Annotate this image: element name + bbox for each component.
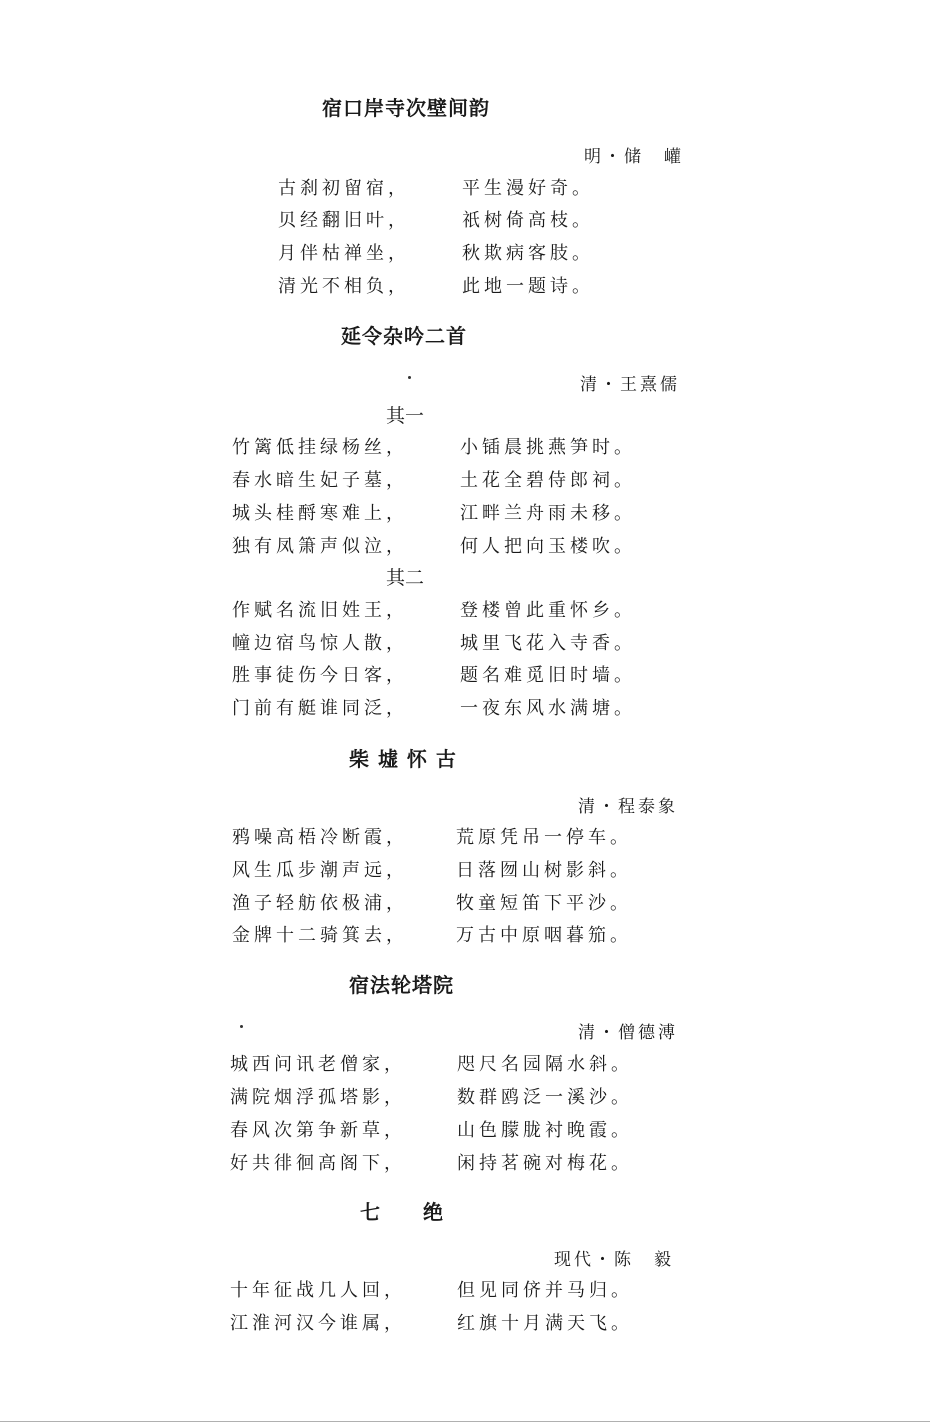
verse-line: 山色朦胧衬晚霞。 (457, 1120, 633, 1141)
poem-title: 延令杂吟二首 (341, 324, 467, 348)
verse-line: 十年征战几人回， (230, 1280, 406, 1301)
verse-line: 牧童短笛下平沙。 (456, 893, 632, 914)
verse-line: 月伴枯禅坐， (278, 243, 410, 264)
verse-line: 胜事徒伤今日客， (232, 665, 408, 686)
page-bottom-edge (0, 1421, 930, 1422)
poem-title: 宿口岸寺次壁间韵 (322, 96, 490, 120)
verse-line: 江淮河汉今谁属， (230, 1313, 406, 1334)
ink-speck (408, 376, 411, 379)
poem-title: 柴 墟 怀 古 (349, 747, 457, 771)
verse-line: 江畔兰舟雨未移。 (460, 503, 636, 524)
verse-line: 土花全碧侍郎祠。 (460, 470, 636, 491)
verse-line: 万古中原咽暮笳。 (456, 925, 632, 946)
verse-line: 古刹初留宿， (278, 178, 410, 199)
poem-part-title: 其二 (386, 567, 425, 589)
verse-line: 小锸晨挑燕笋时。 (460, 437, 636, 458)
verse-line: 城西问讯老僧家， (230, 1054, 406, 1075)
verse-line: 独有凤箫声似泣， (232, 536, 408, 557)
poem-author: 明・储 巏 (584, 147, 684, 167)
verse-line: 好共徘徊高阁下， (230, 1153, 406, 1174)
verse-line: 满院烟浮孤塔影， (230, 1087, 406, 1108)
verse-line: 渔子轻舫依极浦， (232, 893, 408, 914)
verse-line: 城里飞花入寺香。 (460, 633, 636, 654)
verse-line: 鸦噪高梧冷断霞， (232, 827, 408, 848)
poem-title: 宿法轮塔院 (349, 973, 454, 997)
verse-line: 门前有艇谁同泛， (232, 698, 408, 719)
verse-line: 一夜东风水满塘。 (460, 698, 636, 719)
verse-line: 春风次第争新草， (230, 1120, 406, 1141)
verse-line: 清光不相负， (278, 276, 410, 297)
verse-line: 祇树倚高枝。 (462, 210, 594, 231)
verse-line: 竹篱低挂绿杨丝， (232, 437, 408, 458)
verse-line: 但见同侪并马归。 (457, 1280, 633, 1301)
verse-line: 此地一题诗。 (462, 276, 594, 297)
verse-line: 咫尺名园隔水斜。 (457, 1054, 633, 1075)
verse-line: 红旗十月满天飞。 (457, 1313, 633, 1334)
verse-line: 春水暗生妃子墓， (232, 470, 408, 491)
verse-line: 日落囫山树影斜。 (456, 860, 632, 881)
verse-line: 贝经翻旧叶， (278, 210, 410, 231)
verse-line: 幢边宿鸟惊人散， (232, 633, 408, 654)
poem-title: 七 绝 (360, 1200, 444, 1224)
verse-line: 数群鸥泛一溪沙。 (457, 1087, 633, 1108)
poem-part-title: 其一 (386, 405, 425, 427)
verse-line: 秋欺病客肢。 (462, 243, 594, 264)
poem-author: 清・僧德溥 (578, 1023, 678, 1043)
verse-line: 平生漫好奇。 (462, 178, 594, 199)
poem-author: 清・王熹儒 (580, 375, 680, 395)
verse-line: 作赋名流旧姓王， (232, 600, 408, 621)
verse-line: 风生瓜步潮声远， (232, 860, 408, 881)
verse-line: 城头桂酹寒难上， (232, 503, 408, 524)
verse-line: 闲持茗碗对梅花。 (457, 1153, 633, 1174)
poem-author: 现代・陈 毅 (554, 1250, 674, 1270)
poem-author: 清・程泰象 (578, 797, 678, 817)
verse-line: 荒原凭吊一停车。 (456, 827, 632, 848)
ink-speck (240, 1025, 243, 1028)
verse-line: 何人把向玉楼吹。 (460, 536, 636, 557)
verse-line: 题名难觅旧时墙。 (460, 665, 636, 686)
verse-line: 登楼曾此重怀乡。 (460, 600, 636, 621)
verse-line: 金牌十二骑箕去， (232, 925, 408, 946)
